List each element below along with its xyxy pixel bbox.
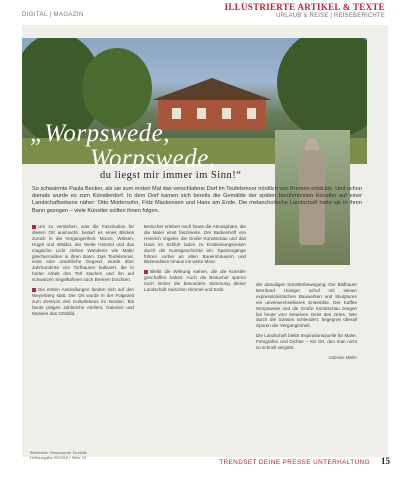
bullet-icon <box>32 288 36 292</box>
paragraph: Bleibt die Wirkung stehen, die die Künstler geschaffen haben: Auch die Besucher spüren noch immer die besondere Stimmung dieser Landschaft zwischen Himmel und Erde. <box>144 269 246 293</box>
title-line-1: „Worpswede, <box>30 120 171 147</box>
paragraph: der damaligen Künstlerbewegung. Der Bildhauer Bernhard Hoetger schuf mit seinen expressionistischen Bauwerken und Skulpturen ein unverwechselbares Ensemble. Der Kaffee Worpswede und die Große Kunstschau zeugen bis heute vom kreativen Geist des Ortes. Wer durch die Gassen schlendert, begegnet überall Spuren der Vergangenheit. <box>256 282 357 329</box>
bullet-icon <box>144 270 148 274</box>
paragraph: Die ersten Ansiedlungen fanden sich auf den Weyerberg statt. Der Ort wurde in der Folgezeit zum Zentrum des Kulturlebens im Norden. Bis heute prägen zahlreiche Ateliers, Galerien und Museen das Ortsbild. <box>32 287 134 316</box>
title-line-2: Worpswede, <box>90 145 216 172</box>
paragraph: Besucher erleben noch heute die Atmosphäre, die die Maler einst faszinierte. Der Barkenhoff von Heinrich Vogeler, die Große Kunstschau und das Haus im Schluh laden zu Entdeckungsreisen durch die Kunstgeschichte ein. Spaziergänge führen vorbei an alten Bauernhäusern und Birkenalleen hinaus ins weite Moor. <box>144 224 246 265</box>
paragraph: Die Landschaft bleibt Inspirationsquelle für Maler, Fotografen und Dichter – ein Ort, den man nicht so schnell vergisst. <box>256 333 357 351</box>
tree-shape <box>277 38 367 138</box>
magazine-section-title: ILLUSTRIERTE ARTIKEL & TEXTE <box>224 2 385 12</box>
section-label: DIGITAL | MAGAZIN <box>22 12 84 18</box>
house-roof <box>152 78 272 100</box>
article-lead: So schwärmte Paula Becker, als sie zum ersten Mal das verschlafene Dorf im Teufelsmoor nördlich von Bremen erblickte. Und schon damals wurde es zum Künstlerdorf. In dem Dorf kamen sich bereits die Gemälde der späten berühmtesten Künstler auf einer Landschaftsebene näher: Otto Modersohn, Fritz Mackensen und Hans am Ende. Die melancholische Landschaft hatte sie in ihren Bann gezogen – viele Künstler sollten ihnen folgen. <box>32 186 362 214</box>
photo-credit <box>30 450 170 460</box>
bullet-icon <box>32 225 36 229</box>
credit-line: Bildrechte: Worpswede Touristik <box>30 450 87 455</box>
paragraph: Um zu verstehen, was die Faszination für diesen Ort ausmacht, bedarf es eines Blickes zurück in die Vergangenheit. Moore, Wiesen, Hügel und Wälder, der Weite Himmel und das magische Licht ziehen Wanderer wie Maler gleichermaßen in ihren Bann. Das Teufelsmoor, einst eine unwirtliche Gegend, wurde über Jahrhunderte von Torfbauern kultiviert, die in harter Arbeit den Torf stachen und ihn auf schwarzen Segelkähnen nach Bremen brachten. <box>32 224 134 283</box>
footer-title: TRENDSET DEINE PRESSE UNTERHALTUNG <box>219 459 370 466</box>
page-header <box>0 0 400 22</box>
text-column-2 <box>144 224 246 297</box>
author-signature: Gabriele Müller <box>328 354 357 360</box>
text-column-3 <box>256 282 357 361</box>
page-number: 15 <box>381 456 390 466</box>
text-column-1 <box>32 224 134 321</box>
magazine-section-subtitle: URLAUB & REISE | REISEBERICHTE <box>276 13 385 19</box>
credit-line: Heftausgabe 09/2016 | Seite 15 <box>30 455 87 460</box>
article-subtitle: du liegst mir immer im Sinn!“ <box>100 170 242 181</box>
